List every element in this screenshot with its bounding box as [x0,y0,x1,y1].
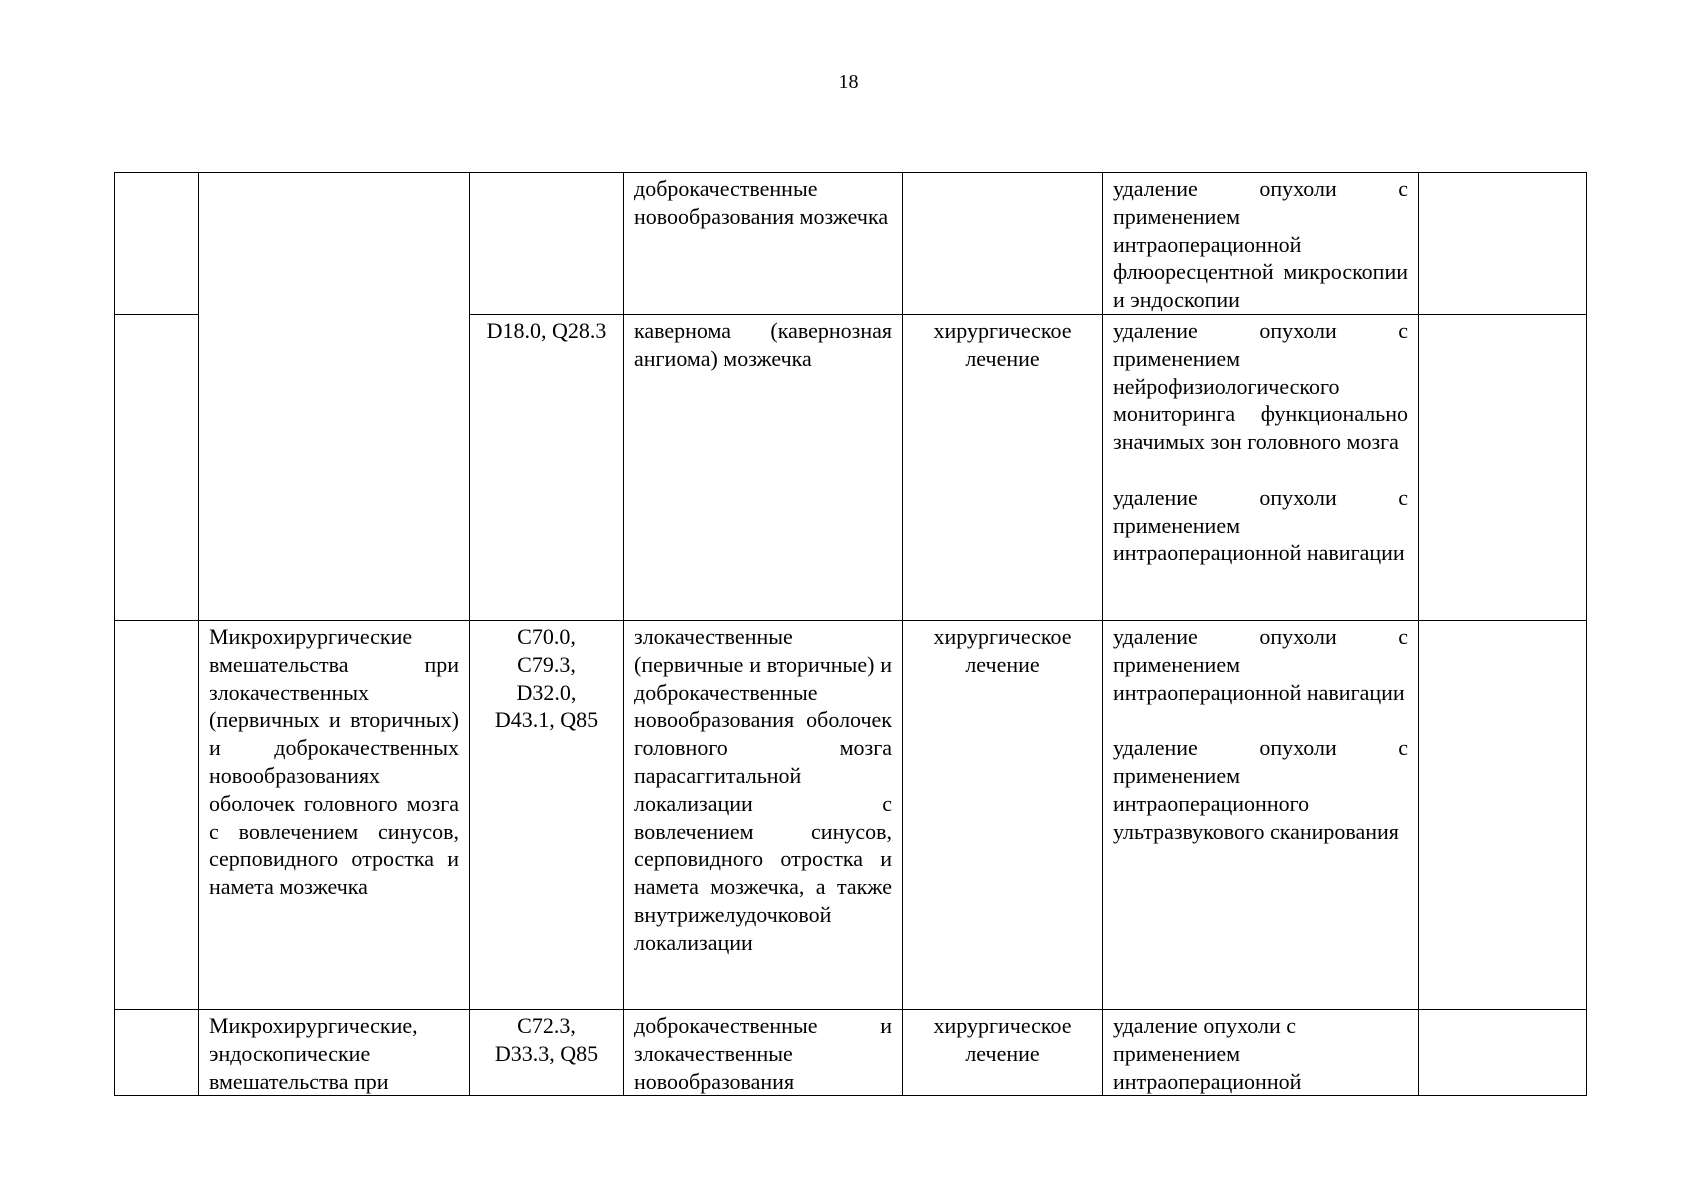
cell-profile: Микрохирургические, эндоскопические вмешательства при [199,1009,470,1095]
method-text: удаление опухоли с применением интраоперационной [1113,1012,1302,1094]
cell-extra [1419,314,1587,620]
code-line: D33.3, Q85 [494,1040,599,1066]
cell-method [1103,620,1419,1009]
cell-number [115,314,199,620]
method-text: удаление опухоли с применением интраоперационной навигации [1113,623,1408,705]
cell-profile [199,173,470,621]
cell-number [115,620,199,1009]
method-text: удаление опухоли с применением интраоперационного ультразвукового сканирования [1113,735,1408,844]
page-number: 18 [838,71,859,93]
cell-codes: D18.0, Q28.3 [470,314,624,620]
cell-method [1103,314,1419,620]
cell-method [1103,173,1419,315]
table-row [115,1009,1587,1095]
cell-number [115,1009,199,1095]
cell-codes [470,173,624,315]
cell-disease: кавернома (кавернозная ангиома) мозжечка [624,314,903,620]
cell-extra [1419,1009,1587,1095]
code-line: C79.3, [517,651,576,677]
code-line: C72.3, [517,1012,576,1038]
table-row [115,173,1587,315]
cell-treatment [903,173,1103,315]
code-line: D32.0, [516,679,577,705]
method-text: удаление опухоли с применением интраоперационной навигации [1113,484,1408,566]
code-line: D43.1, Q85 [494,707,599,733]
cell-treatment: хирургическое лечение [903,314,1103,620]
cell-codes [470,620,624,1009]
cell-treatment: хирургическое лечение [903,1009,1103,1095]
cell-treatment: хирургическое лечение [903,620,1103,1009]
medical-care-table [114,172,1587,1096]
code-line: C70.0, [517,623,576,649]
cell-extra [1419,173,1587,315]
cell-profile: Микрохирургические вмешательства при злокачественных (первичных и вторичных) и доброкачественных новообразованиях оболочек головного мозга с вовлечением синусов, серповидного отростка и намета мозжечка [199,620,470,1009]
table-row [115,620,1587,1009]
cell-codes [470,1009,624,1095]
method-text: удаление опухоли с применением нейрофизиологического мониторинга функционально значимых зон головного мозга [1113,317,1408,455]
cell-number [115,173,199,315]
method-text: удаление опухоли с применением интраоперационной флюоресцентной микроскопии и эндоскопии [1113,176,1408,313]
cell-extra [1419,620,1587,1009]
cell-disease: доброкачественные и злокачественные новообразования [624,1009,903,1095]
cell-disease: злокачественные (первичные и вторичные) и доброкачественные новообразования оболочек головного мозга парасаггитальной локализации с вовлечением синусов, серповидного отростка и намета мозжечка, а также внутрижелудочковой локализации [624,620,903,1009]
cell-method [1103,1009,1419,1095]
cell-disease: доброкачественные новообразования мозжечка [624,173,903,315]
